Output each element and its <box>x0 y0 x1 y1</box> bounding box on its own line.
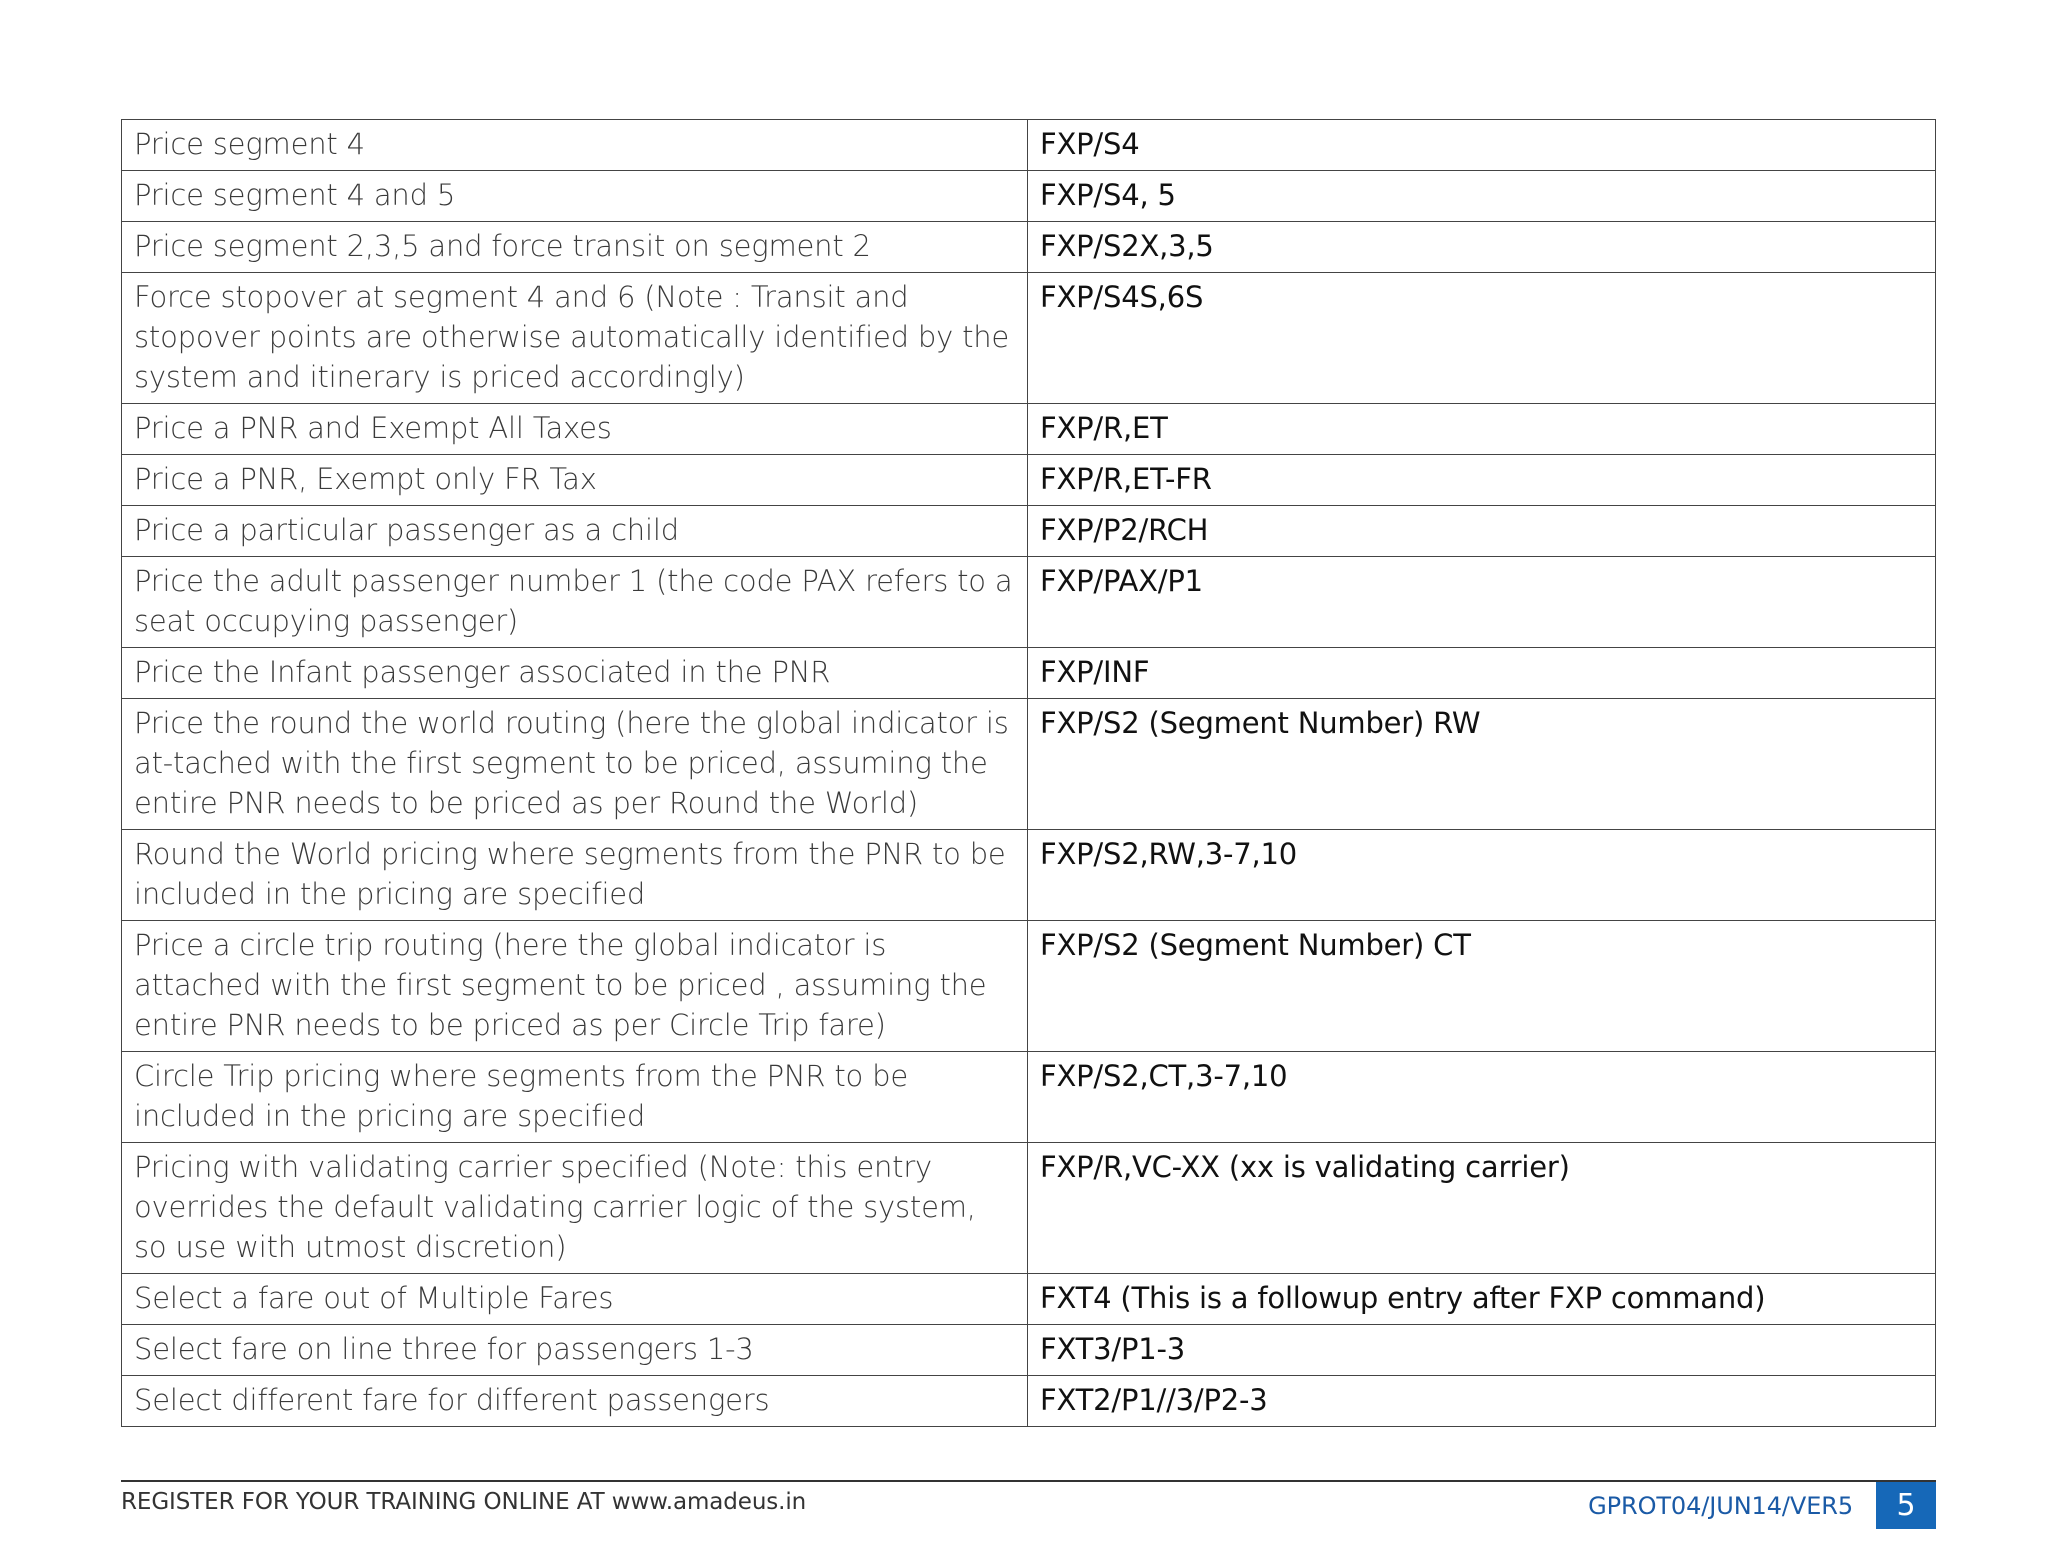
row-command: FXP/S2,CT,3-7,10 <box>1028 1052 1936 1143</box>
row-description: Select a fare out of Multiple Fares <box>122 1274 1028 1325</box>
table-row <box>122 1274 1936 1325</box>
table-row <box>122 921 1936 1052</box>
row-command: FXP/R,VC-XX (xx is validating carrier) <box>1028 1143 1936 1274</box>
row-command: FXT4 (This is a followup entry after FXP command) <box>1028 1274 1936 1325</box>
table-row <box>122 557 1936 648</box>
footer-register-text: REGISTER FOR YOUR TRAINING ONLINE AT www.amadeus.in <box>121 1489 807 1515</box>
pricing-commands-body <box>122 120 1936 1427</box>
row-command: FXP/S2,RW,3-7,10 <box>1028 830 1936 921</box>
row-command: FXP/S4S,6S <box>1028 273 1936 404</box>
row-description: Price a PNR and Exempt All Taxes <box>122 404 1028 455</box>
row-description: Price segment 4 <box>122 120 1028 171</box>
row-command: FXP/P2/RCH <box>1028 506 1936 557</box>
table-row <box>122 1376 1936 1427</box>
row-description: Round the World pricing where segments from the PNR to be included in the pricing are specified <box>122 830 1028 921</box>
pricing-commands-table <box>121 119 1936 1427</box>
row-command: FXP/R,ET-FR <box>1028 455 1936 506</box>
table-row <box>122 1052 1936 1143</box>
row-description: Force stopover at segment 4 and 6 (Note : Transit and stopover points are otherwise automatically identified by the system and itinerary is priced accordingly) <box>122 273 1028 404</box>
table-row <box>122 830 1936 921</box>
table-row <box>122 1325 1936 1376</box>
table-row <box>122 648 1936 699</box>
table-row <box>122 222 1936 273</box>
row-description: Price a particular passenger as a child <box>122 506 1028 557</box>
row-command: FXP/R,ET <box>1028 404 1936 455</box>
footer-divider <box>121 1480 1936 1482</box>
row-description: Price the round the world routing (here the global indicator is at-tached with the first segment to be priced, assuming the entire PNR needs to be priced as per Round the World) <box>122 699 1028 830</box>
row-description: Price a PNR, Exempt only FR Tax <box>122 455 1028 506</box>
row-description: Circle Trip pricing where segments from the PNR to be included in the pricing are specified <box>122 1052 1028 1143</box>
row-command: FXT2/P1//3/P2-3 <box>1028 1376 1936 1427</box>
row-description: Price the Infant passenger associated in the PNR <box>122 648 1028 699</box>
table-row <box>122 1143 1936 1274</box>
row-description: Price a circle trip routing (here the global indicator is attached with the first segment to be priced , assuming the entire PNR needs to be priced as per Circle Trip fare) <box>122 921 1028 1052</box>
table-row <box>122 273 1936 404</box>
table-row <box>122 506 1936 557</box>
row-command: FXP/INF <box>1028 648 1936 699</box>
row-command: FXT3/P1-3 <box>1028 1325 1936 1376</box>
table-row <box>122 404 1936 455</box>
row-command: FXP/S2 (Segment Number) CT <box>1028 921 1936 1052</box>
row-description: Price the adult passenger number 1 (the code PAX refers to a seat occupying passenger) <box>122 557 1028 648</box>
row-command: FXP/S4, 5 <box>1028 171 1936 222</box>
table-row <box>122 171 1936 222</box>
row-command: FXP/S2 (Segment Number) RW <box>1028 699 1936 830</box>
row-command: FXP/S4 <box>1028 120 1936 171</box>
row-description: Pricing with validating carrier specified (Note: this entry overrides the default validating carrier logic of the system, so use with utmost discretion) <box>122 1143 1028 1274</box>
table-row <box>122 120 1936 171</box>
footer-document-code: GPROT04/JUN14/VER5 <box>1588 1492 1853 1520</box>
table-row <box>122 455 1936 506</box>
table-row <box>122 699 1936 830</box>
row-command: FXP/S2X,3,5 <box>1028 222 1936 273</box>
row-command: FXP/PAX/P1 <box>1028 557 1936 648</box>
row-description: Select different fare for different passengers <box>122 1376 1028 1427</box>
page-number-badge: 5 <box>1876 1482 1936 1529</box>
row-description: Price segment 2,3,5 and force transit on segment 2 <box>122 222 1028 273</box>
row-description: Select fare on line three for passengers 1-3 <box>122 1325 1028 1376</box>
row-description: Price segment 4 and 5 <box>122 171 1028 222</box>
